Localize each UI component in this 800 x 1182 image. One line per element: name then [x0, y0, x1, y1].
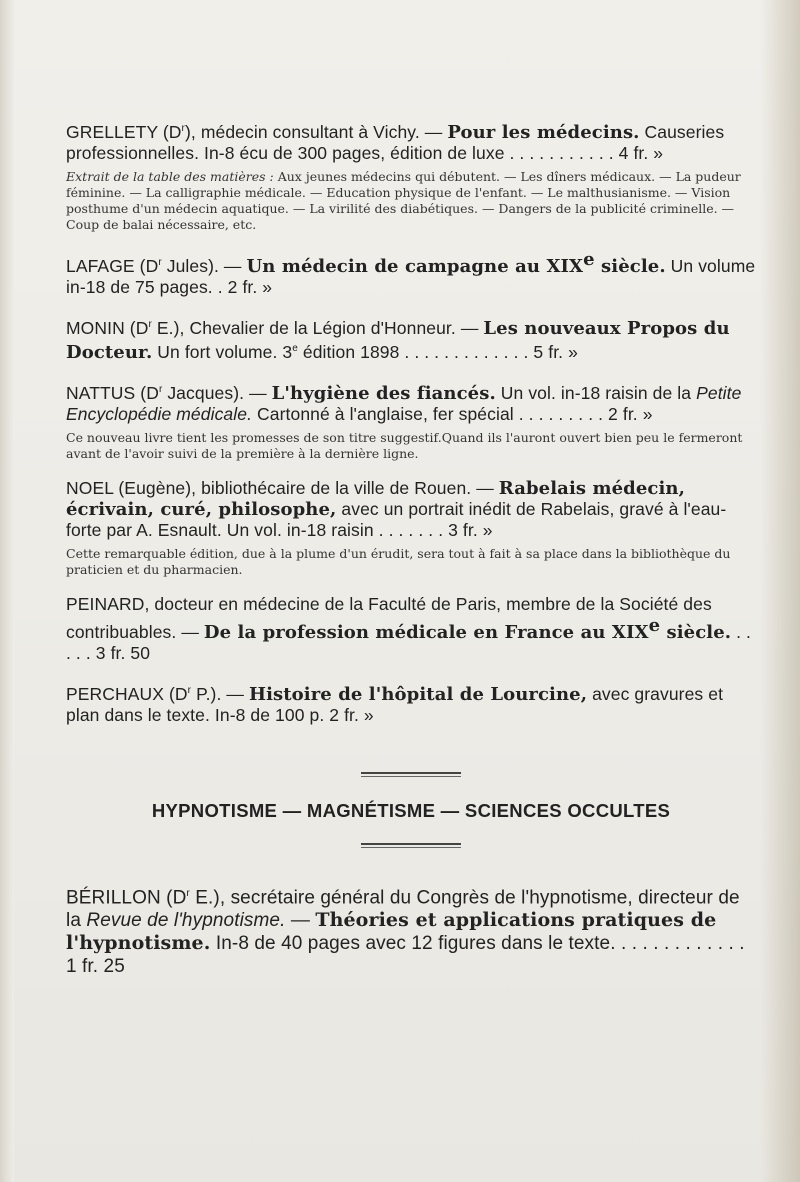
entry-description: Un volume in-18 de 75 pages. .: [66, 255, 756, 297]
entry-series-italic: Petite Encyclopédie médicale.: [66, 383, 742, 425]
author-superscript: r: [186, 887, 190, 899]
entry-author: BÉRILLON (D: [66, 887, 187, 909]
entry-heading: [66, 882, 756, 978]
entry-description: In-8 de 40 pages avec 12 figures dans le texte. . . . . . . . . . . . .: [210, 933, 745, 955]
catalogue-entry: [66, 314, 756, 364]
catalogue-listing: [66, 118, 756, 994]
note-label: Extrait de la table des matières :: [66, 168, 274, 184]
entry-title: Rabelais médecin, écrivain, curé, philosophe,: [66, 478, 685, 521]
entry-author: NATTUS (D: [66, 383, 159, 404]
entry-title: Théories et applications pratiques de l'hypnotisme.: [66, 909, 717, 955]
entry-heading: [66, 680, 756, 726]
author-superscript: r: [148, 318, 152, 330]
entry-description: Un fort volume. 3: [152, 342, 293, 363]
entry-title-rest: siècle.: [660, 621, 732, 643]
entry-note: Ce nouveau livre tient les promesses de son titre suggestif.Quand ils l'auront ouvert bien peu le fermeront avant de l'avoir suivi de la première à la dernière ligne.: [66, 430, 743, 462]
catalogue-entry: [66, 379, 756, 462]
title-superscript: e: [583, 248, 595, 270]
entry-price: 4 fr. »: [613, 142, 664, 163]
entry-author-rest: P.). —: [191, 683, 249, 704]
entry-author: PERCHAUX (D: [66, 683, 188, 704]
entry-heading: [66, 379, 756, 425]
entry-description: Un vol. in-18 raisin de la: [495, 383, 697, 404]
entry-price: 1 fr. 25: [66, 956, 125, 978]
entry-description: Causeries professionnelles. In-8 écu de 300 pages, édition de luxe . . . . . . . . . . .: [66, 121, 725, 163]
entry-author-rest: E.), secrétaire général du Congrès de l'hypnotisme, directeur de la: [66, 887, 740, 932]
entry-title: L'hygiène des fiancés.: [271, 383, 496, 405]
entry-title: De la profession médicale en France au XIX: [203, 621, 649, 643]
entry-author: LAFAGE (D: [66, 255, 159, 276]
entry-author-rest: ), médecin consultant à Vichy. —: [184, 121, 448, 142]
entry-heading: [66, 249, 756, 298]
entry-journal-italic: Revue de l'hypnotisme.: [86, 910, 286, 932]
entry-price: 3 fr. »: [443, 520, 493, 541]
entry-author-rest: Jacques). —: [162, 383, 272, 404]
entry-author-rest: Jules). —: [161, 255, 247, 276]
author-superscript: r: [158, 384, 163, 396]
entry-description: . . . . .: [66, 621, 752, 663]
section-title: HYPNOTISME — MAGNÉTISME — SCIENCES OCCULTES: [151, 799, 671, 821]
entry-price: 2 fr. »: [222, 276, 273, 297]
entry-heading: [66, 118, 756, 164]
note-text: Aux jeunes médecins qui débutent. — Les dîners médicaux. — La pudeur féminine. — La calligraphie médicale. — Education physique de l'enfant. — Le malthusianisme. — Vision posthume d'un médecin aquatique. — La virilité des diabétiques. — Dangers de la publicité criminelle. — Coup de balai nécessaire, etc.: [66, 168, 741, 232]
entry-title: Les nouveaux Propos du Docteur.: [66, 317, 730, 364]
catalogue-entry: [66, 118, 756, 233]
catalogue-entry: [66, 478, 756, 578]
entry-price: 3 fr. 50: [90, 642, 151, 663]
entry-title-rest: siècle.: [594, 255, 666, 277]
entry-price: 2 fr. »: [603, 404, 653, 425]
author-superscript: r: [158, 256, 162, 268]
description-superscript: e: [292, 343, 298, 355]
author-superscript: r: [181, 123, 185, 134]
entry-note: [66, 169, 756, 233]
entry-heading: [66, 594, 756, 664]
entry-description-rest: édition 1898 . . . . . . . . . . . . .: [297, 342, 529, 363]
catalogue-entry: [66, 680, 756, 726]
ornamental-rule-top: [361, 772, 461, 777]
entry-author-rest: E.), Chevalier de la Légion d'Honneur. —: [151, 317, 484, 338]
entry-description: avec gravures et plan dans le texte. In-8 de 100 p.: [66, 683, 724, 725]
entry-price: 5 fr. »: [528, 342, 578, 363]
entry-heading: [66, 314, 756, 364]
entry-author: NOEL (Eugène), bibliothécaire de la ville de Rouen. —: [66, 478, 499, 499]
entry-author: MONIN (D: [66, 317, 149, 338]
catalogue-entry: [66, 249, 756, 298]
entry-price: 2 fr. »: [324, 704, 374, 725]
catalogue-entry: [66, 882, 756, 978]
entry-dash: —: [285, 910, 316, 932]
title-superscript: e: [648, 615, 661, 637]
entry-title: Pour les médecins.: [447, 121, 640, 143]
entry-title: Un médecin de campagne au XIX: [246, 255, 584, 277]
entry-description: avec un portrait inédit de Rabelais, gravé à l'eau-forte par A. Esnault. Un vol. in-18 raisin . . . . . . .: [66, 499, 727, 541]
catalogue-entry: [66, 594, 756, 664]
author-superscript: r: [187, 684, 192, 696]
entry-note: Cette remarquable édition, due à la plume d'un érudit, sera tout à fait à sa place dans la bibliothèque du praticien et du pharmacien.: [66, 546, 731, 578]
entry-title: Histoire de l'hôpital de Lourcine,: [248, 683, 588, 705]
entry-heading: [66, 478, 756, 541]
entry-author: PEINARD, docteur en médecine de la Faculté de Paris, membre de la Société des contribuables. —: [66, 594, 712, 642]
entry-author: GRELLETY (D: [66, 121, 182, 142]
entry-description-rest: Cartonné à l'anglaise, fer spécial . . . . . . . . .: [252, 404, 604, 425]
